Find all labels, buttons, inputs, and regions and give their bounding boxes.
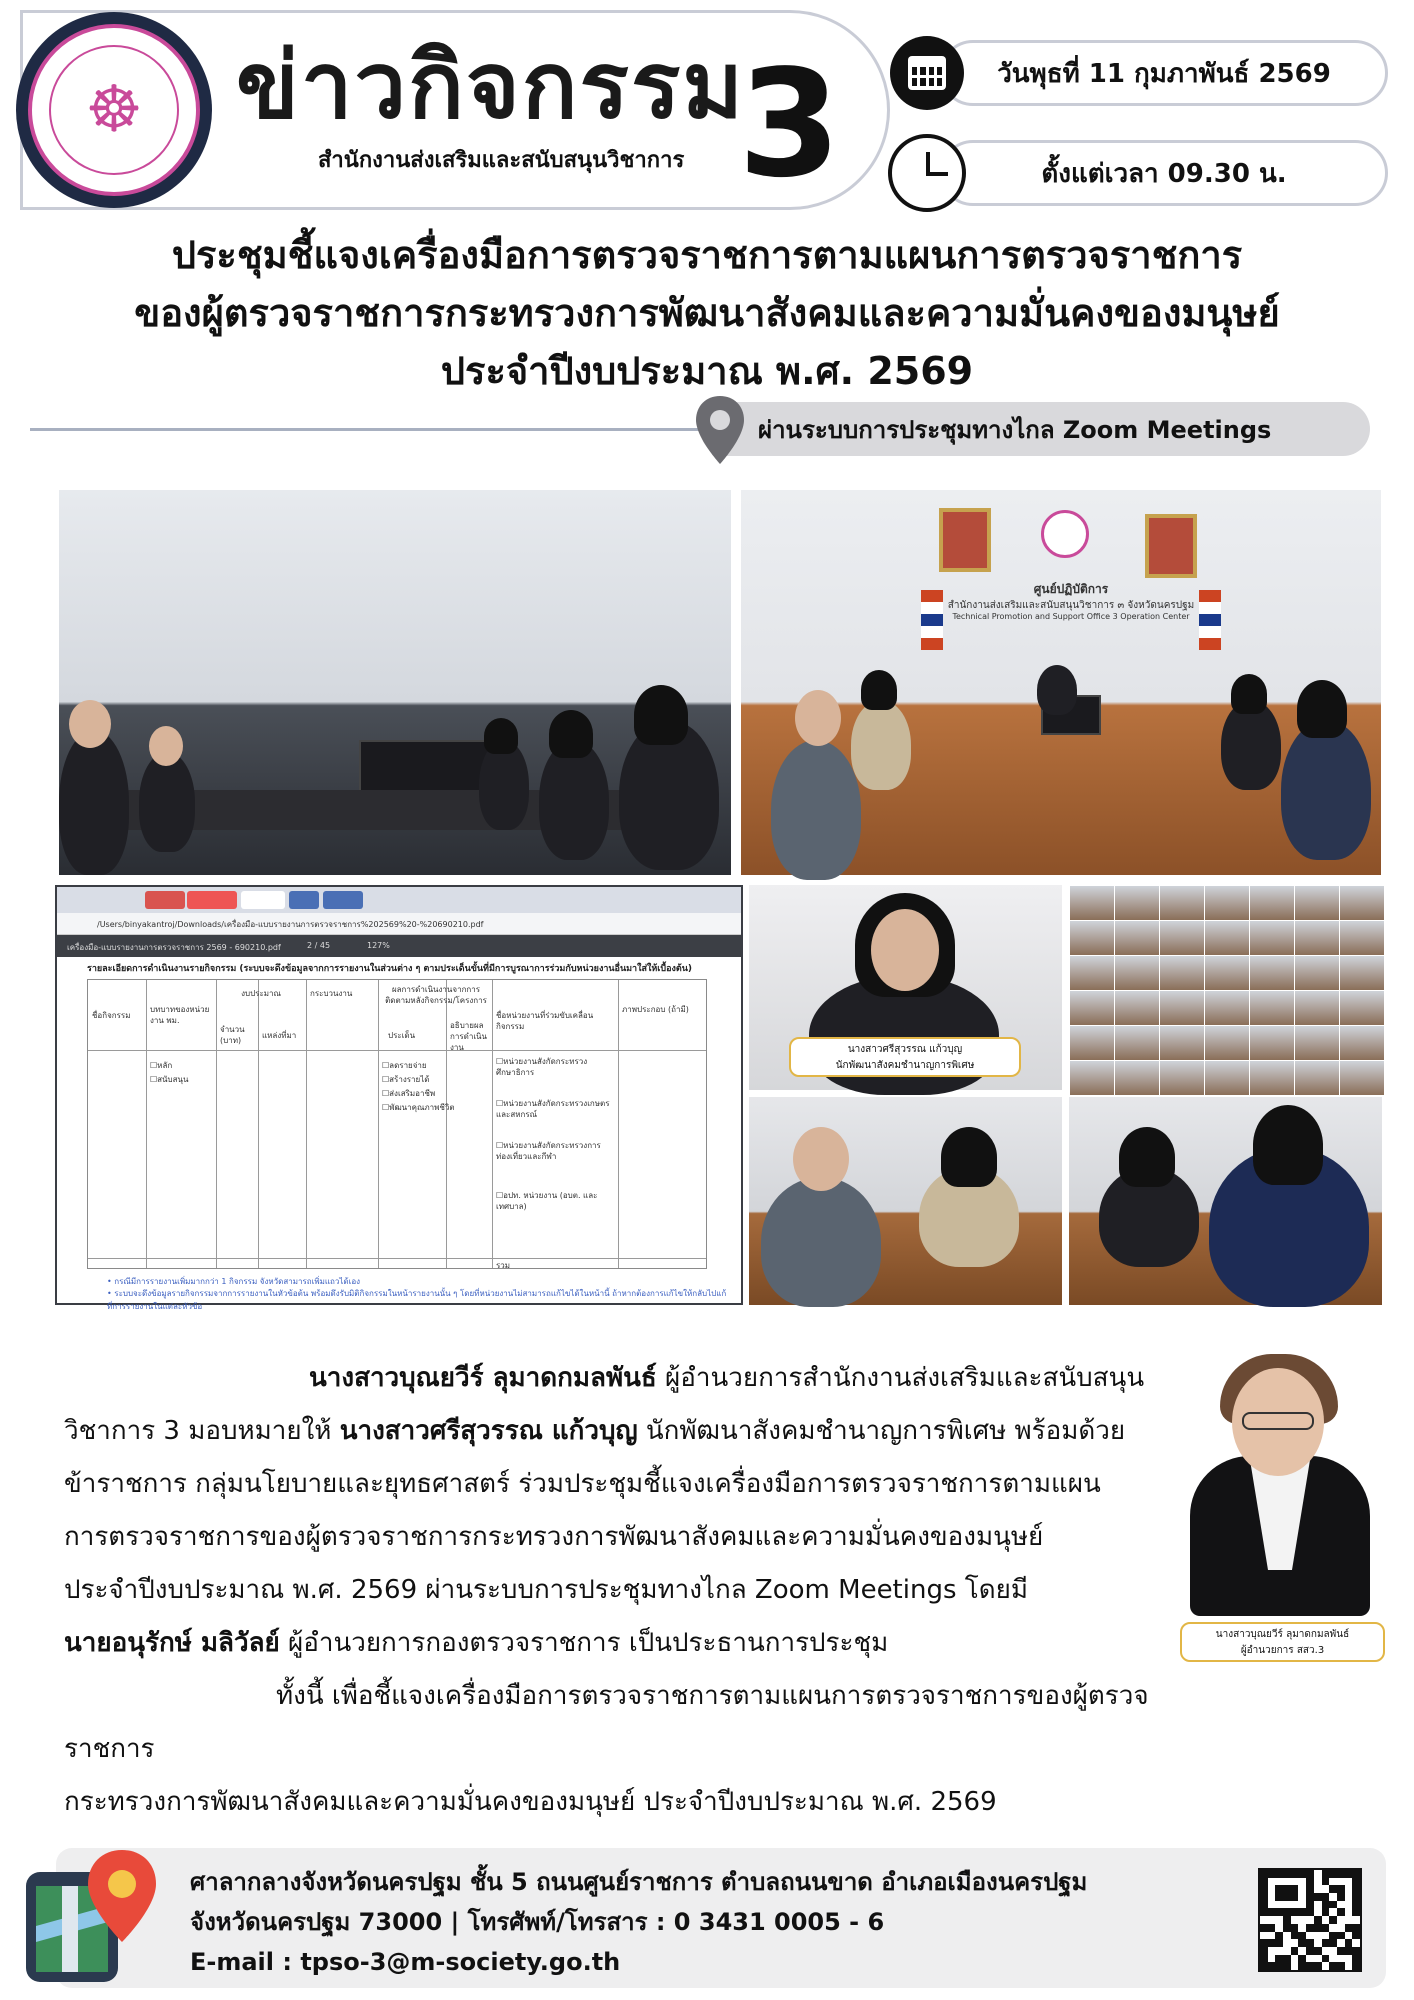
photo-meeting-room xyxy=(59,490,731,875)
wall-sign-thai: สำนักงานส่งเสริมและสนับสนุนวิชาการ ๓ จังหวัดนครปฐม xyxy=(947,600,1195,611)
zoom-participant-tile xyxy=(1069,955,1115,991)
emblem-ring xyxy=(28,24,200,196)
body-line: วิชาการ 3 มอบหมายให้ นางสาวศรีสุวรรณ แก้วบุญ นักพัฒนาสังคมชำนาญการพิเศษ พร้อมด้วย xyxy=(64,1416,1126,1446)
qr-code[interactable] xyxy=(1258,1868,1362,1972)
table-header: ผลการดำเนินงานจากการติดตามหลังกิจกรรม/โครงการ xyxy=(385,985,487,1005)
browser-tab xyxy=(145,891,185,909)
wall-sign-english: Technical Promotion and Support Office 3 Operation Center xyxy=(952,612,1190,621)
zoom-participant-tile xyxy=(1204,1060,1250,1096)
photo-participants-pair xyxy=(749,1097,1062,1305)
zoom-participant-tile xyxy=(1159,1025,1205,1061)
footer-email: E-mail : tpso-3@m-society.go.th xyxy=(190,1948,621,1976)
director-glasses xyxy=(1242,1412,1314,1430)
table-header: กระบวนงาน xyxy=(310,989,353,998)
table-subheader: จำนวน (บาท) xyxy=(220,1025,245,1045)
body-line: ประจำปีงบประมาณ พ.ศ. 2569 ผ่านระบบการประชุมทางไกล Zoom Meetings โดยมี xyxy=(64,1575,1028,1605)
checkbox-option: ☐สร้างรายได้ xyxy=(382,1075,430,1084)
table-subheader: ประเด็น xyxy=(388,1031,416,1040)
participant xyxy=(59,730,129,875)
body-line: ทั้งนี้ เพื่อชี้แจงเครื่องมือการตรวจราชการตามแผนการตรวจราชการของผู้ตรวจราชการ xyxy=(64,1681,1149,1764)
body-line: นายอนุรักษ์ มลิวัลย์ ผู้อำนวยการกองตรวจราชการ เป็นประธานการประชุม xyxy=(64,1628,889,1658)
zoom-participant-tile xyxy=(1069,1060,1115,1096)
body-line: การตรวจราชการของผู้ตรวจราชการกระทรวงการพัฒนาสังคมและความมั่นคงของมนุษย์ xyxy=(64,1522,1044,1552)
browser-tab xyxy=(289,891,319,909)
zoom-participant-tile xyxy=(1249,885,1295,921)
participant xyxy=(1281,720,1371,860)
participant xyxy=(1037,665,1077,715)
date-pill xyxy=(940,40,1388,106)
clock-icon xyxy=(888,134,966,212)
participant-hair xyxy=(941,1127,997,1187)
office-number: 3 xyxy=(738,38,841,210)
zoom-participant-tile xyxy=(1114,990,1160,1026)
zoom-participant-tile xyxy=(1294,920,1340,956)
zoom-participant-tile xyxy=(1249,1025,1295,1061)
checkbox-option: ☐อปท. หน่วยงาน (อบต. และเทศบาล) xyxy=(496,1191,598,1211)
table-header: ภาพประกอบ (ถ้ามี) xyxy=(622,1005,689,1014)
thai-flag xyxy=(1199,590,1221,650)
zoom-participant-tile xyxy=(1069,1025,1115,1061)
form-table xyxy=(87,979,707,1269)
headline-line-3: ประจำปีงบประมาณ พ.ศ. 2569 xyxy=(440,349,974,393)
footer-address-2: จังหวัดนครปฐม 73000 | โทรศัพท์/โทรสาร : 0 3431 0005 - 6 xyxy=(190,1908,885,1936)
office-name: สำนักงานส่งเสริมและสนับสนุนวิชาการ xyxy=(318,148,685,173)
table-rule xyxy=(88,1258,706,1259)
zoom-participant-tile xyxy=(1294,885,1340,921)
news-title: ข่าวกิจกรรม xyxy=(236,32,745,139)
zoom-participant-tile xyxy=(1114,920,1160,956)
location-label: ผ่านระบบการประชุมทางไกล Zoom Meetings xyxy=(758,415,1272,444)
zoom-participant-tile xyxy=(1339,920,1385,956)
table-header: ชื่อหน่วยงานที่ร่วมขับเคลื่อนกิจกรรม xyxy=(496,1011,594,1031)
zoom-participant-tile xyxy=(1339,885,1385,921)
participant-head xyxy=(795,690,841,746)
calendar-icon xyxy=(890,36,964,110)
headline-line-1: ประชุมชี้แจงเครื่องมือการตรวจราชการตามแผนการตรวจราชการ xyxy=(171,233,1243,277)
participant-hair xyxy=(1119,1127,1175,1187)
pdf-zoom-level: 127% xyxy=(367,941,390,950)
ministry-emblem-logo xyxy=(16,12,212,208)
thai-flag xyxy=(921,590,943,650)
form-caption: รายละเอียดการดำเนินงานรายกิจกรรม (ระบบจะดึงข้อมูลจากการรายงานในส่วนต่าง ๆ ตามประเด็นขั้นที่มีการบูรณาการร่วมกับหน่วยงานอื่นมาใส่ให้เบื้องต้น) xyxy=(87,964,692,974)
table-rule xyxy=(446,980,447,1268)
participant-hair xyxy=(634,685,688,745)
photo-pdf-screenshot xyxy=(55,885,743,1311)
article-body xyxy=(64,1352,1184,1829)
zoom-participant-tile xyxy=(1249,955,1295,991)
checkbox-option: ☐สนับสนุน xyxy=(150,1075,189,1084)
calendar-grid xyxy=(908,56,946,90)
zoom-participant-tile xyxy=(1294,1060,1340,1096)
event-date: วันพุธที่ 11 กุมภาพันธ์ 2569 xyxy=(997,58,1331,89)
emblem-deity-icon: ☸ xyxy=(49,45,179,175)
zoom-participant-tile xyxy=(1204,955,1250,991)
chairman-name: นายอนุรักษ์ มลิวัลย์ xyxy=(64,1628,280,1658)
table-rule xyxy=(306,980,307,1268)
royal-portrait xyxy=(1145,514,1197,578)
participant-hair xyxy=(1231,674,1267,714)
browser-tab-bar xyxy=(57,887,741,913)
pdf-page-indicator: 2 / 45 xyxy=(307,941,331,950)
pdf-filename: เครื่องมือ-แบบรายงานการตรวจราชการ 2569 - 690210.pdf xyxy=(67,943,281,952)
participant-hair xyxy=(1253,1105,1323,1185)
zoom-participant-tile xyxy=(1204,1025,1250,1061)
zoom-participant-tile xyxy=(1249,990,1295,1026)
zoom-participant-tile xyxy=(1159,1060,1205,1096)
table-rule xyxy=(378,980,379,1268)
table-rule xyxy=(618,980,619,1268)
participant-head xyxy=(149,726,183,766)
zoom-participant-tile xyxy=(1114,955,1160,991)
director-portrait xyxy=(1180,1340,1380,1640)
zoom-participant-tile xyxy=(1249,920,1295,956)
table-subheader: แหล่งที่มา xyxy=(262,1031,297,1040)
participant xyxy=(139,752,195,852)
checkbox-option: ☐หลัก xyxy=(150,1061,173,1070)
table-rule xyxy=(88,1050,706,1051)
officer-name: นางสาวศรีสุวรรณ แก้วบุญ xyxy=(339,1416,638,1446)
zoom-participant-tile xyxy=(1069,990,1115,1026)
location-pill xyxy=(700,402,1370,456)
checkbox-option: ☐หน่วยงานสังกัดกระทรวงการท่องเที่ยวและกีฬา xyxy=(496,1141,601,1161)
map-location-icon xyxy=(22,1846,162,1986)
photo-speaker xyxy=(749,885,1062,1090)
zoom-participant-tile xyxy=(1204,990,1250,1026)
zoom-participant-tile xyxy=(1114,885,1160,921)
table-rule xyxy=(492,980,493,1268)
browser-tab-active xyxy=(241,891,285,909)
browser-tab xyxy=(187,891,237,909)
table-total: รวม xyxy=(496,1261,511,1270)
director-tag-role: ผู้อำนวยการ สสว.3 xyxy=(1240,1645,1325,1656)
checkbox-option: ☐ส่งเสริมอาชีพ xyxy=(382,1089,436,1098)
zoom-participant-tile xyxy=(1294,1025,1340,1061)
footer-contact xyxy=(190,1862,1087,1982)
form-note: • ระบบจะดึงข้อมูลรายกิจกรรมจากการรายงานในหัวข้อต้น พร้อมดึงรับมิติกิจกรรมในหน้ารายงานนั้น ๆ โดยที่หน่วยงานไม่สามารถแก้ไขได้ในหน้านี้ ถ้าหากต้องการแก้ไขให้กลับไปแก้ที่การรายงานในแต่ละหัวข้อ xyxy=(107,1289,727,1311)
photo-operation-center xyxy=(741,490,1381,875)
checkbox-option: ☐หน่วยงานสังกัดกระทรวงศึกษาธิการ xyxy=(496,1057,588,1077)
director-tag-name: นางสาวบุณยวีร์ ลุมาดกมลพันธ์ xyxy=(1215,1629,1350,1640)
participant xyxy=(539,740,609,860)
map-pin-icon xyxy=(694,394,746,466)
pdf-toolbar xyxy=(57,935,741,957)
zoom-participant-tile xyxy=(1159,955,1205,991)
participant xyxy=(851,700,911,790)
wall-sign-title: ศูนย์ปฏิบัติการ xyxy=(1033,582,1109,596)
zoom-participant-tile xyxy=(1204,920,1250,956)
table-header: บทบาทของหน่วยงาน พม. xyxy=(150,1005,210,1025)
table-header: งบประมาณ xyxy=(241,989,281,998)
footer-address-1: ศาลากลางจังหวัดนครปฐม ชั้น 5 ถนนศูนย์ราชการ ตำบลถนนขาด อำเภอเมืองนครปฐม xyxy=(190,1868,1088,1896)
participant-hair xyxy=(549,710,593,758)
checkbox-option: ☐หน่วยงานสังกัดกระทรวงเกษตรและสหกรณ์ xyxy=(496,1099,610,1119)
zoom-participant-tile xyxy=(1294,955,1340,991)
form-note: • กรณีมีการรายงานเพิ่มมากกว่า 1 กิจกรรม จังหวัดสามารถเพิ่มแถวได้เอง xyxy=(107,1277,361,1286)
speaker-name-tag xyxy=(789,1037,1021,1077)
event-time: ตั้งแต่เวลา 09.30 น. xyxy=(1041,158,1287,189)
headline-line-2: ของผู้ตรวจราชการกระทรวงการพัฒนาสังคมและความมั่นคงของมนุษย์ xyxy=(134,291,1280,335)
participant-hair xyxy=(484,718,518,754)
table-rule xyxy=(216,980,217,1268)
speaker-face xyxy=(871,909,939,991)
wall-emblem-logo xyxy=(1041,510,1089,558)
zoom-participant-tile xyxy=(1204,885,1250,921)
participant-hair xyxy=(1297,680,1347,738)
zoom-participant-tile xyxy=(1159,885,1205,921)
table-subheader: อธิบายผลการดำเนินงาน xyxy=(450,1021,487,1052)
royal-portrait xyxy=(939,508,991,572)
director-name: นางสาวบุณยวีร์ ลุมาดกมลพันธ์ xyxy=(309,1363,657,1393)
table-rule xyxy=(146,980,147,1268)
zoom-participant-tile xyxy=(1114,1060,1160,1096)
zoom-participant-tile xyxy=(1339,990,1385,1026)
checkbox-option: ☐พัฒนาคุณภาพชีวิต xyxy=(382,1103,455,1112)
time-pill xyxy=(940,140,1388,206)
speaker-role: นักพัฒนาสังคมชำนาญการพิเศษ xyxy=(835,1060,975,1071)
participant-hair xyxy=(861,670,897,710)
body-line: ข้าราชการ กลุ่มนโยบายและยุทธศาสตร์ ร่วมประชุมชี้แจงเครื่องมือการตรวจราชการตามแผน xyxy=(64,1469,1101,1499)
checkbox-option: ☐ลดรายจ่าย xyxy=(382,1061,427,1070)
photo-participants-pair xyxy=(1069,1097,1382,1305)
zoom-participant-tile xyxy=(1294,990,1340,1026)
body-line: นางสาวบุณยวีร์ ลุมาดกมลพันธ์ ผู้อำนวยการสำนักงานส่งเสริมและสนับสนุน xyxy=(309,1363,1145,1393)
zoom-participant-tile xyxy=(1339,1060,1385,1096)
zoom-participant-tile xyxy=(1114,1025,1160,1061)
participant xyxy=(771,740,861,880)
participant xyxy=(761,1177,881,1307)
photo-zoom-gallery xyxy=(1069,885,1382,1090)
speaker-name: นางสาวศรีสุวรรณ แก้วบุญ xyxy=(847,1044,963,1055)
zoom-participant-tile xyxy=(1069,885,1115,921)
zoom-participant-tile xyxy=(1069,920,1115,956)
body-line: กระทรวงการพัฒนาสังคมและความมั่นคงของมนุษย์ ประจำปีงบประมาณ พ.ศ. 2569 xyxy=(64,1787,997,1817)
zoom-participant-tile xyxy=(1339,955,1385,991)
zoom-participant-tile xyxy=(1159,990,1205,1026)
headline xyxy=(0,226,1414,400)
table-header: ชื่อกิจกรรม xyxy=(92,1011,131,1020)
zoom-participant-tile xyxy=(1159,920,1205,956)
zoom-participant-tile xyxy=(1339,1025,1385,1061)
zoom-participant-tile xyxy=(1249,1060,1295,1096)
participant-head xyxy=(793,1127,849,1191)
divider-line xyxy=(30,428,710,431)
participant-head xyxy=(69,700,111,748)
browser-url-bar: /Users/binyakantroj/Downloads/เครื่องมือ-แบบรายงานการตรวจราชการ%202569%20-%20690210.pdf xyxy=(57,913,741,935)
browser-tab xyxy=(323,891,363,909)
director-name-tag xyxy=(1180,1622,1385,1662)
